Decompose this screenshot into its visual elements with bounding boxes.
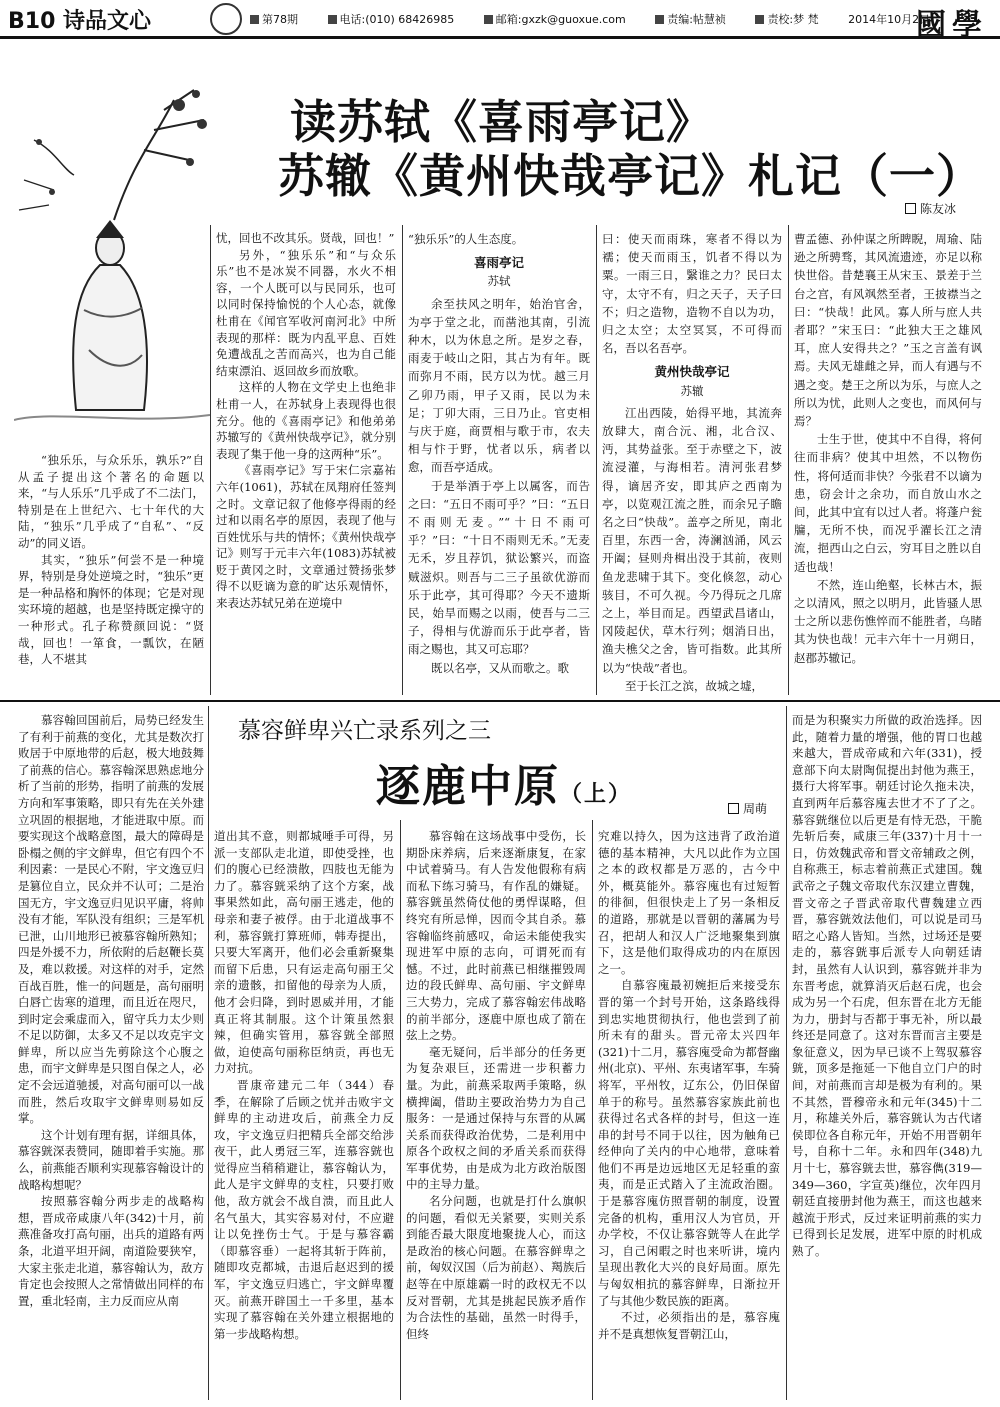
article1-col5 bbox=[794, 230, 982, 667]
huangzhou-title: 黄州快哉亭记 bbox=[654, 364, 730, 380]
issue-number: 第78期 bbox=[262, 13, 298, 26]
huangzhou-author: 苏辙 bbox=[680, 383, 704, 398]
paragraph: 名分问题，也就是打什么旗帜的问题，看似无关紧要，实则关系到能否最大限度地聚拢人心，而这是政治的核心问题。在慕容鲜卑之前，匈奴汉国（后为前赵）、羯族后赵等在中原雄霸一时的政权无不以反对晋朝，尤其是挑起民族矛盾作为合法性的基础，虽然一时得手，但终 bbox=[406, 1194, 586, 1341]
paragraph: 江出西陵，始得平地，其流奔放肆大，南合沅、湘，北合汉、沔，其势益张。至于赤壁之下，波流浸灌，与海相若。清河张君梦得，谪居齐安，即其庐之西南为亭，以览观江流之胜，而余兄子瞻名之曰“快哉”。盖亭之所见，南北百里，东西一舍，涛澜汹涌，风云开阖；昼则舟楫出没于其前，夜则鱼龙悲啸于其下。变化倏忽，动心骇目，不可久视。今乃得玩之几席之上，举目而足。西望武昌诸山，冈陵起伏，草木行列；烟消日出，渔夫樵父之舍，皆可指数。此其所以为“快哉”者也。 bbox=[602, 405, 782, 675]
paragraph: 至于长江之滨，故城之墟， bbox=[625, 678, 763, 693]
paragraph: 士生于世，使其中不自得，将何往而非病？使其中坦然，不以物伤性，将何适而非快？今张君不以谪为患，窃会计之余功，而自放山水之间，此其中宜有以过人者。将蓬户瓮牖，无所不快，而况乎濯长江之清流，挹西山之白云，穷耳目之胜以自适也哉！ bbox=[794, 432, 982, 574]
paragraph: 晋康帝建元二年（344）春季，在解除了后顾之忧并击败宇文鲜卑的主动进攻后，前燕全力反攻，宇文逸豆归把精兵全部交给涉夜干，此人勇冠三军，连慕容皝也觉得应当稍稍避让，慕容翰认为，此人是宇文鲜卑的支柱，只要打败他，敌方就会不战自溃，而且此人名气虽大，其实容易对付，不应避让以免挫伤士气。于是与慕容霸（即慕容垂）一起将其斩于阵前，随即攻克都城，击退后赵迟到的援军，宇文逸豆归逃亡，宇文鲜卑覆灭。前燕开辟国土一千多里，基本实现了慕容翰在关外建立根据地的第一步战略构想。 bbox=[214, 1077, 394, 1341]
masthead-logo: 國學 bbox=[916, 8, 988, 43]
paragraph: 究难以持久，因为这违背了政治道德的基本精神，大凡以此作为立国之本的政权都是万恶的，古今中外，概莫能外。慕容廆也有过短暂的徘徊，但很快走上了另一条相反的道路，那就是以晋朝的藩属为号召，把胡人和汉人广泛地聚集到旗下，这是他们取得成功的内在原因之一。 bbox=[598, 829, 780, 976]
paragraph: 不然，连山绝壑，长林古木，振之以清风，照之以明月，此皆骚人思士之所以悲伤憔悴而不能胜者，乌睹其为快也哉！元丰六年十一月朔日，赵郡苏辙记。 bbox=[794, 577, 982, 665]
article2-col5 bbox=[792, 712, 982, 1260]
article2-col2 bbox=[214, 828, 394, 1342]
paragraph: “独乐乐”的人生态度。 bbox=[408, 232, 524, 246]
paragraph: 毫无疑问，后半部分的任务更为复杂艰巨，还需进一步积蓄力量。为此，前燕采取两手策略，纵横捭阖，借助主要政治势力为自己服务：一是通过保持与东晋的从属关系而获得政治优势，二是利用中原各个政权之间的矛盾关系而获得军事优势，由是成为北方政治版图中的主导力量。 bbox=[406, 1044, 586, 1192]
article1-col2 bbox=[216, 230, 396, 612]
series-title: 慕容鲜卑兴亡录系列之三 bbox=[238, 718, 491, 744]
page-header bbox=[0, 0, 1000, 43]
paragraph: “独乐乐，与众乐乐，孰乐?”自从孟子提出这个著名的命题以来，“与人乐乐”几乎成了不二法门，特别是在上世纪六、七十年代的大陆，“独乐”几乎成了“自私”、“反动”的同义语。 bbox=[18, 453, 204, 550]
paragraph: 慕容翰回国前后，局势已经发生了有利于前燕的变化，尤其是数次打败居于中原地带的后赵，极大地鼓舞了前燕的信心。慕容翰深思熟虑地分析了当前的形势，指明了前燕的发展方向和军事策略，即只有先在关外建立巩固的根据地，才能进取中原。而要实现这个战略意图，最大的障碍是卧榻之侧的宇文鲜卑，但它有四个不利因素：一是民心不附，宇文逸豆归是篡位自立，民众并不认可；二是治国无方，宇文逸豆归见识平庸，将帅没有才能，军队没有组织；三是军机已泄，山川地形已被慕容翰所熟知；四是外援不力，所依附的后赵鞭长莫及，难以救援。对这样的对手，定然百战百胜，惟一的问题是，高句丽明白唇亡齿寒的道理，而且近在咫尺，到时定会乘虚而入，留守兵力太少则不足以防御，太多又不足以攻克宇文鲜卑，所以应当先剪除这个心腹之患，而宇文鲜卑是只图自保之人，必定不会远道驰援，对高句丽可以一战而胜，然后攻取宇文鲜卑则易如反掌。 bbox=[18, 713, 204, 1126]
article2-col4 bbox=[598, 828, 780, 1342]
issue-date: 2014年10月2日 bbox=[848, 13, 931, 26]
paragraph: 余至扶风之明年，始治官舍，为亭于堂之北，而凿池其南，引流种木，以为休息之所。是岁之春，雨麦于岐山之阳，其占为有年。既而弥月不雨，民方以为忧。越三月乙卯乃雨，甲子又雨，民以为未足；丁卯大雨，三日乃止。官吏相与庆于庭，商贾相与歌于市，农夫相与忭于野，忧者以乐，病者以愈，而吾亭适成。 bbox=[408, 296, 590, 475]
column-rule bbox=[592, 820, 593, 1400]
paragraph: 曹孟德、孙仲谋之所睥睨，周瑜、陆逊之所骋骛，其风流遗迹，亦足以称快世俗。昔楚襄王从宋玉、景差于兰台之宫，有风飒然至者，王披襟当之曰：“快哉！此风。寡人所与庶人共者耶？”宋玉曰：“此独大王之雄风耳，庶人安得共之？”玉之言盖有讽焉。夫风无雄雌之异，而人有遇与不遇之变。楚王之所以为乐，与庶人之所以为忧，此则人之变也，而风何与焉？ bbox=[794, 232, 982, 429]
article1-col3 bbox=[408, 230, 590, 677]
article2-col1 bbox=[18, 712, 204, 1309]
paragraph: 道出其不意，则都城唾手可得，另派一支部队走北道，即使受挫，也们的腹心已经溃散，四肢也无能为力了。慕容皝采纳了这个方案，战事果然如此，高句丽王逃走，他的母亲和妻子被俘。由于北道战事不利，慕容皝打算班师，韩寿提出，只要大军离开，他们必会重新聚集而留下后患，只有运走高句丽王父亲的遗骸，扣留他的母亲为人质，他才会归降，到时恩威并用，才能真正将其制服。这个计策虽然狠辣，但确实管用，慕容皝全部照做，迫使高句丽称臣纳贡，再也无力对抗。 bbox=[214, 829, 394, 1076]
paragraph: 这样的人物在文学史上也绝非杜甫一人，在苏轼身上表现得也很充分。他的《喜雨亭记》和他弟弟苏辙写的《黄州快哉亭记》，就分别表现了集于他一身的这两种“乐”。 bbox=[216, 380, 396, 461]
article1-author: 陈友冰 bbox=[920, 202, 957, 216]
xiyu-title: 喜雨亭记 bbox=[473, 255, 524, 271]
article1-col4 bbox=[602, 230, 782, 695]
paragraph: 既以名亭，又从而歌之。歌 bbox=[431, 660, 569, 675]
article-divider bbox=[0, 700, 1000, 702]
paragraph: 而是为积聚实力所做的政治选择。因此，随着力量的增强，他的胃口也越来越大，晋成帝咸和六年(331)，授意部下向太尉陶侃提出封他为燕王，摄行大将军事。朝廷讨论久拖未决，直到两年后慕容廆去世才不了了之。慕容皝继位以后更是有恃无恐，干脆先斩后奏，咸康三年(337)十月十一日，仿效魏武帝和晋文帝辅政之例，自称燕王，标志着前燕正式建国。魏武帝之子魏文帝取代东汉建立曹魏，晋文帝之子晋武帝取代曹魏建立西晋，慕容皝效法他们，可以说是司马昭之心路人皆知。当然，过场还是要走的，慕容皝事后派专人向朝廷请封，虽然有人认识到，慕容皝并非为东晋考虑，就算消灭后赵石虎，也会成为另一个石虎，但东晋在北方无能为力，册封与否都于事无补，所以最终还是同意了。这对东晋而言主要是象征意义，因为早已谈不上驾驭慕容皝，顶多是拖延一下他自立门户的时间，对前燕而言却是极为有利的。果不其然，晋穆帝永和元年(345)十二月，称雄关外后，慕容皝认为古代诸侯即位各自称元年，开始不用晋朝年号，自称十二年。永和四年(348)九月十七，慕容皝去世，慕容儁(319—349—360，字宣英)继位，次年四月朝廷直接册封他为燕王，而这也越来越流于形式，反过来证明前燕的实力已得到长足发展，进军中原的时机成熟了。 bbox=[792, 713, 982, 1258]
article1-byline bbox=[905, 200, 956, 217]
article2-title bbox=[376, 750, 632, 814]
header-meta bbox=[250, 11, 956, 27]
column-rule bbox=[596, 225, 597, 695]
article1-title-line2: 苏辙《黄州快哉亭记》札记（一） bbox=[278, 149, 983, 203]
paragraph: 曰：使天而雨珠，寒者不得以为襦；使天而雨玉，饥者不得以为粟。一雨三日，繄谁之力？民曰太守，太守不有，归之天子，天子曰不；归之造物，造物不自以为功，归之太空；太空冥冥，不可得而名，吾以名吾亭。 bbox=[602, 232, 782, 356]
column-rule bbox=[402, 225, 403, 695]
paragraph: 《喜雨亭记》写于宋仁宗嘉祐六年(1061)，苏轼在凤翔府任签判之时。文章记叙了他修亭得雨的经过和以雨名亭的原因，表现了他与百姓忧乐与共的情怀；《黄州快哉亭记》则写于元丰六年(1083)苏轼被贬于黄冈之时，文章通过赞扬张梦得不以贬谪为意的旷达乐观情怀，来表达苏轼兄弟在逆境中 bbox=[216, 463, 396, 611]
emblem-icon bbox=[210, 3, 242, 35]
column-rule bbox=[210, 225, 211, 695]
article1-title-line1: 读苏轼《喜雨亭记》 bbox=[290, 95, 713, 149]
paragraph: 另外，“独乐乐”和“与众乐乐”也不是冰炭不同器，水火不相容，一个人既可以与民同乐，也可以同时保持愉悦的个人心态，就像杜甫在《闻官军收河南河北》中所表现的那样：既为内乱平息、百姓免遭战乱之苦而高兴，也为自己能结束漂泊、返回故乡而放歌。 bbox=[216, 247, 396, 378]
paragraph: 其实，“独乐”何尝不是一种境界，特别是身处逆境之时，“独乐”更是一种品格和胸怀的体现；它是对现实环境的超越，也是坚持既定操守的一种形式。孔子称赞颜回说：“贤哉，回也！一箪食，一瓢饮，在陋巷，人不堪其 bbox=[18, 552, 204, 667]
editor: 责编:帖慧祯 bbox=[667, 13, 726, 26]
article1-col1 bbox=[18, 452, 204, 668]
column-rule bbox=[788, 225, 789, 695]
paragraph: 自慕容廆最初婉拒后来接受东晋的第一个封号开始，这条路线得到忠实地贯彻执行，他也尝到了前所未有的甜头。晋元帝太兴四年(321)十二月，慕容廆受命为都督幽州(北京)、平州、东夷诸军事，车骑将军，平州牧，辽东公，仍旧保留单于的称号。虽然慕容家族此前也获得过名式各样的封号，但这一连串的封号不同于以往，因为触角已经伸向了关内的中心地带，意味着他们不再是边远地区无足轻重的蛮夷，而是正式踏入了主流政治圈。于是慕容廆仿照晋朝的制度，设置完备的机构，重用汉人为官员，开办学校，不仅让慕容皝等人在此学习，自己闲暇之时也来听讲，境内呈现出教化大兴的良好局面。原先与匈奴相抗的慕容鲜卑，日渐拉开了与其他少数民族的距离。 bbox=[598, 978, 780, 1308]
article2-col3 bbox=[406, 828, 586, 1342]
paragraph: 忧，回也不改其乐。贤哉，回也！” bbox=[216, 231, 395, 245]
proofreader: 责校:梦 梵 bbox=[767, 13, 819, 26]
email: 邮箱:gxzk@guoxue.com bbox=[495, 13, 626, 26]
paragraph: 慕容翰在这场战事中受伤，长期卧床养病，后来逐渐康复，在家中试着骑马。有人告发他假称有病而私下练习骑马，有作乱的嫌疑。慕容皝虽然倚仗他的勇悍谋略，但终究有所忌惮，因而令其自杀。慕容翰临终前感叹，命运未能使我实现进军中原的志向，可谓死而有憾。不过，此时前燕已相继摧毁周边的段氏鲜卑、高句丽、宇文鲜卑三大势力，完成了慕容翰宏伟战略的前半部分，逐鹿中原也成了箭在弦上之势。 bbox=[406, 829, 586, 1043]
article2-byline bbox=[728, 800, 767, 817]
article2-author: 周萌 bbox=[743, 802, 768, 816]
scholar-illustration bbox=[14, 80, 210, 440]
column-rule bbox=[400, 820, 401, 1400]
article2-title-text: 逐鹿中原 bbox=[376, 761, 560, 812]
paragraph: 不过，必须指出的是，慕容廆并不是真想恢复晋朝江山， bbox=[598, 1310, 780, 1341]
xiyu-author: 苏轼 bbox=[487, 274, 511, 289]
column-rule bbox=[786, 706, 787, 1400]
section-label: B10 诗品文心 bbox=[8, 9, 152, 34]
column-rule bbox=[208, 706, 209, 1400]
phone: 电话:(010) 68426985 bbox=[339, 13, 455, 26]
paragraph: 这个计划有理有据，详细具体，慕容皝深表赞同，随即着手实施。那么，前燕能否顺利实现慕容翰设计的战略构想呢？ bbox=[18, 1127, 204, 1192]
paragraph: 于是举酒于亭上以属客，而告之曰：“五日不雨可乎？”曰：“五日不雨则无麦。”“十日不雨可乎？”曰：“十日不雨则无禾。”无麦无禾，岁且荐饥，狱讼繁兴，而盗贼滋炽。则吾与二三子虽欲优游而乐于此亭，其可得耶？今天不遗斯民，始旱而赐之以雨，使吾与二三子，得相与优游而乐于此亭者，皆雨之赐也，其又可忘耶？ bbox=[408, 478, 590, 657]
paragraph: 按照慕容翰分两步走的战略构想，晋成帝咸康八年(342)十月，前燕准备攻打高句丽，出兵的道路有两条，北道平坦开阔，南道险要狭窄，大家主张走北道，慕容翰认为，敌方肯定也会按照人之常情做出同样的布置，重北轻南，主力反而应从南 bbox=[18, 1194, 204, 1308]
article2-title-suffix: （上） bbox=[560, 781, 633, 807]
